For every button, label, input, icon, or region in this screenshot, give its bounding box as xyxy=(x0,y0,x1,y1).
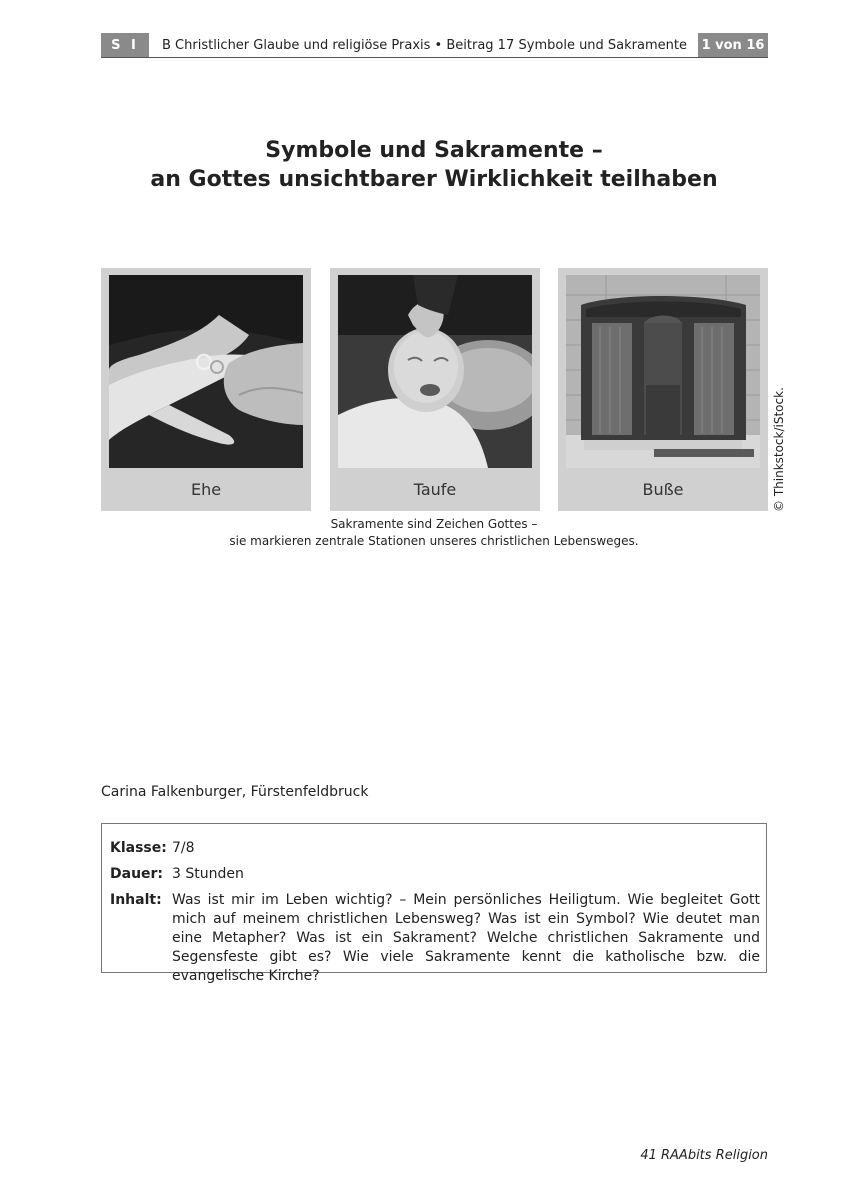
image-label-busse: Buße xyxy=(642,480,684,499)
info-row-inhalt xyxy=(110,891,760,986)
image-label-ehe: Ehe xyxy=(190,480,222,499)
image-card-ehe xyxy=(101,268,311,511)
info-value-klasse: 7/8 xyxy=(172,840,195,856)
level-badge: S I xyxy=(101,33,149,57)
page-title xyxy=(0,136,848,194)
title-line-1: Symbole und Sakramente – xyxy=(265,138,603,163)
image-caption xyxy=(0,516,848,550)
caption-line-2: sie markieren zentrale Stationen unseres christlichen Lebensweges. xyxy=(229,534,639,548)
baptism-photo xyxy=(338,275,532,468)
info-row-klasse xyxy=(110,839,760,858)
photo-credit: © Thinkstock/iStock. xyxy=(772,387,786,512)
header-divider xyxy=(101,57,768,58)
wedding-rings-photo xyxy=(109,275,303,468)
confessional-photo xyxy=(566,275,760,468)
info-value-dauer: 3 Stunden xyxy=(172,866,244,882)
footer-publication: 41 RAAbits Religion xyxy=(640,1148,768,1163)
image-card-busse xyxy=(558,268,768,511)
page-number: 1 von 16 xyxy=(698,33,768,57)
caption-line-1: Sakramente sind Zeichen Gottes – xyxy=(330,517,538,531)
info-label-inhalt: Inhalt: xyxy=(110,892,162,908)
topic-title: Symbole und Sakramente xyxy=(518,37,687,53)
series-title: B Christlicher Glaube und religiöse Praxis • Beitrag 17 xyxy=(162,37,515,53)
author-line: Carina Falkenburger, Fürstenfeldbruck xyxy=(101,784,369,800)
info-label-klasse: Klasse: xyxy=(110,840,167,856)
info-box xyxy=(101,823,767,984)
image-card-taufe xyxy=(330,268,540,511)
image-label-taufe: Taufe xyxy=(413,480,457,499)
info-label-dauer: Dauer: xyxy=(110,866,164,882)
page-header xyxy=(101,33,768,57)
info-value-inhalt: Was ist mir im Leben wichtig? – Mein persönliches Heiligtum. Wie begleitet Gott mich auf meinem christlichen Lebensweg? Was ist ein Symbol? Wie deutet man eine Metapher? Was ist ein Sakrament? Welche christlichen Sakramente und Segensfeste gibt es? Wie viele Sakramente kennt die katholische bzw. die evangelische Kirche? xyxy=(172,892,760,984)
title-line-2: an Gottes unsichtbarer Wirklichkeit teilhaben xyxy=(150,167,718,192)
info-row-dauer xyxy=(110,865,760,884)
